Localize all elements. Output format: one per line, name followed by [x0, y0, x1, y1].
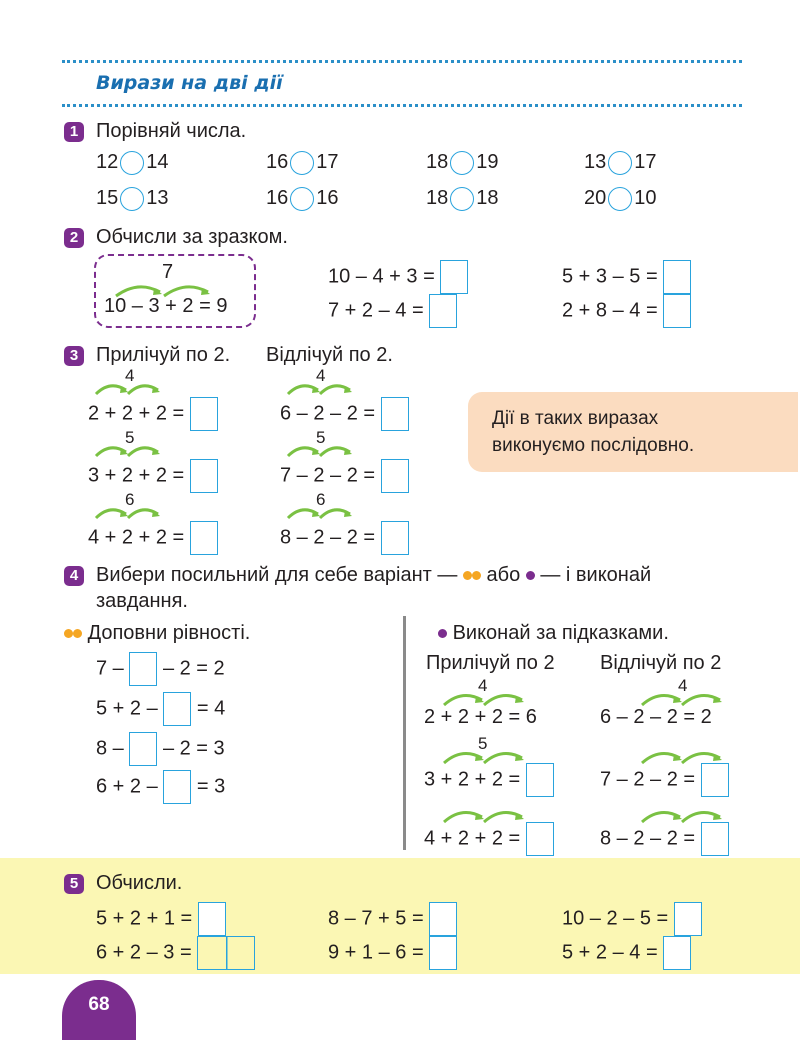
arrows-icon [90, 380, 170, 396]
answer-box[interactable] [429, 294, 457, 328]
expression: 7 + 2 – 4 = [328, 294, 457, 328]
level-two-dots-icon [64, 629, 73, 638]
task4-label: Вибери посильний для себе варіант — або — і виконай [96, 564, 652, 586]
compare-pair: 18 19 [426, 151, 499, 173]
expression: 7 – 2 – 2 = [280, 459, 409, 493]
compare-pair: 20 10 [584, 187, 657, 209]
expression: 2 + 2 + 2 = [88, 397, 218, 431]
answer-box[interactable] [663, 936, 691, 970]
expression: 4 + 2 + 2 = [424, 822, 554, 856]
equation: 6 + 2 – = 3 [96, 770, 225, 804]
answer-box[interactable] [429, 902, 457, 936]
missing-box[interactable] [129, 732, 157, 766]
answer-box[interactable] [429, 936, 457, 970]
answer-box[interactable] [381, 521, 409, 555]
sample-intermediate: 7 [162, 261, 174, 283]
hint-number: 5 [125, 428, 135, 447]
dotted-rule-bottom [62, 104, 742, 107]
level-two-dots-icon [472, 571, 481, 580]
expression: 6 – 2 – 2 = 2 [600, 706, 712, 728]
compare-pair: 18 18 [426, 187, 499, 209]
hint-number: 4 [678, 676, 688, 695]
hint-number: 4 [125, 366, 135, 385]
answer-box[interactable] [526, 822, 554, 856]
expression: 4 + 2 + 2 = [88, 521, 218, 555]
missing-box[interactable] [129, 652, 157, 686]
expression: 2 + 2 + 2 = 6 [424, 706, 537, 728]
expression: 10 – 2 – 5 = [562, 902, 702, 936]
left-variant-title: Доповни рівності. [64, 622, 250, 645]
task3-label-count-up: Прилічуй по 2. [96, 344, 231, 366]
task3-number: 3 [64, 346, 84, 366]
task3-label-count-down: Відлічуй по 2. [266, 344, 393, 366]
answer-box[interactable] [190, 397, 218, 431]
level-one-dot-icon [526, 571, 535, 580]
answer-box[interactable] [701, 822, 729, 856]
hint-number: 6 [125, 490, 135, 509]
answer-box[interactable] [440, 260, 468, 294]
answer-box[interactable] [674, 902, 702, 936]
arrows-icon [90, 504, 170, 520]
compare-pair: 13 17 [584, 151, 657, 173]
hint-number: 4 [478, 676, 488, 695]
task2-number: 2 [64, 228, 84, 248]
expression: 10 – 4 + 3 = [328, 260, 468, 294]
expression: 2 + 8 – 4 = [562, 294, 691, 328]
expression: 7 – 2 – 2 = [600, 763, 729, 797]
task4-number: 4 [64, 566, 84, 586]
arrows-icon [282, 380, 362, 396]
sample-expression: 10 – 3 + 2 = 9 [104, 295, 228, 317]
expression: 8 – 2 – 2 = [280, 521, 409, 555]
expression: 5 + 3 – 5 = [562, 260, 691, 294]
arrows-icon [90, 442, 170, 458]
arrows-icon [282, 442, 362, 458]
compare-circle[interactable] [450, 187, 474, 211]
compare-circle[interactable] [290, 187, 314, 211]
answer-box[interactable] [663, 294, 691, 328]
compare-circle[interactable] [120, 151, 144, 175]
level-two-dots-icon [73, 629, 82, 638]
answer-box[interactable] [381, 397, 409, 431]
compare-circle[interactable] [450, 151, 474, 175]
level-one-dot-icon [438, 629, 447, 638]
expression: 6 – 2 – 2 = [280, 397, 409, 431]
task4-label-cont: завдання. [96, 590, 188, 612]
arrows-icon [282, 504, 362, 520]
expression: 3 + 2 + 2 = [424, 763, 554, 797]
answer-box[interactable] [701, 763, 729, 797]
task1-number: 1 [64, 122, 84, 142]
compare-pair: 16 16 [266, 187, 339, 209]
column-divider [403, 616, 406, 850]
equation: 7 – – 2 = 2 [96, 652, 225, 686]
answer-box-two-digit[interactable] [197, 936, 255, 970]
hint-number: 4 [316, 366, 326, 385]
compare-circle[interactable] [290, 151, 314, 175]
expression: 8 – 2 – 2 = [600, 822, 729, 856]
equation: 8 – – 2 = 3 [96, 732, 225, 766]
task2-label: Обчисли за зразком. [96, 226, 288, 248]
compare-pair: 15 13 [96, 187, 169, 209]
rule-note-text: Дії в таких виразах виконуємо послідовно. [492, 408, 695, 456]
answer-box[interactable] [190, 459, 218, 493]
section-title: Вирази на дві дії [96, 72, 283, 94]
answer-box[interactable] [526, 763, 554, 797]
missing-box[interactable] [163, 692, 191, 726]
missing-box[interactable] [163, 770, 191, 804]
task5-number: 5 [64, 874, 84, 894]
answer-box[interactable] [198, 902, 226, 936]
answer-box[interactable] [381, 459, 409, 493]
answer-box[interactable] [663, 260, 691, 294]
expression: 6 + 2 – 3 = [96, 936, 255, 970]
col-count-up: Прилічуй по 2 [426, 652, 555, 674]
expression: 5 + 2 + 1 = [96, 902, 226, 936]
compare-pair: 12 14 [96, 151, 169, 173]
expression: 5 + 2 – 4 = [562, 936, 691, 970]
task5-label: Обчисли. [96, 872, 183, 894]
expression: 9 + 1 – 6 = [328, 936, 457, 970]
compare-circle[interactable] [608, 151, 632, 175]
col-count-down: Відлічуй по 2 [600, 652, 722, 674]
right-variant-title: Виконай за підказками. [438, 622, 669, 645]
equation: 5 + 2 – = 4 [96, 692, 225, 726]
answer-box[interactable] [190, 521, 218, 555]
level-two-dots-icon [463, 571, 472, 580]
hint-number: 6 [316, 490, 326, 509]
compare-circle[interactable] [120, 187, 144, 211]
expression: 8 – 7 + 5 = [328, 902, 457, 936]
compare-circle[interactable] [608, 187, 632, 211]
task1-label: Порівняй числа. [96, 120, 247, 142]
dotted-rule-top [62, 60, 742, 63]
expression: 3 + 2 + 2 = [88, 459, 218, 493]
compare-pair: 16 17 [266, 151, 339, 173]
hint-number: 5 [316, 428, 326, 447]
page-number: 68 [62, 980, 136, 1040]
hint-number: 5 [478, 734, 488, 753]
